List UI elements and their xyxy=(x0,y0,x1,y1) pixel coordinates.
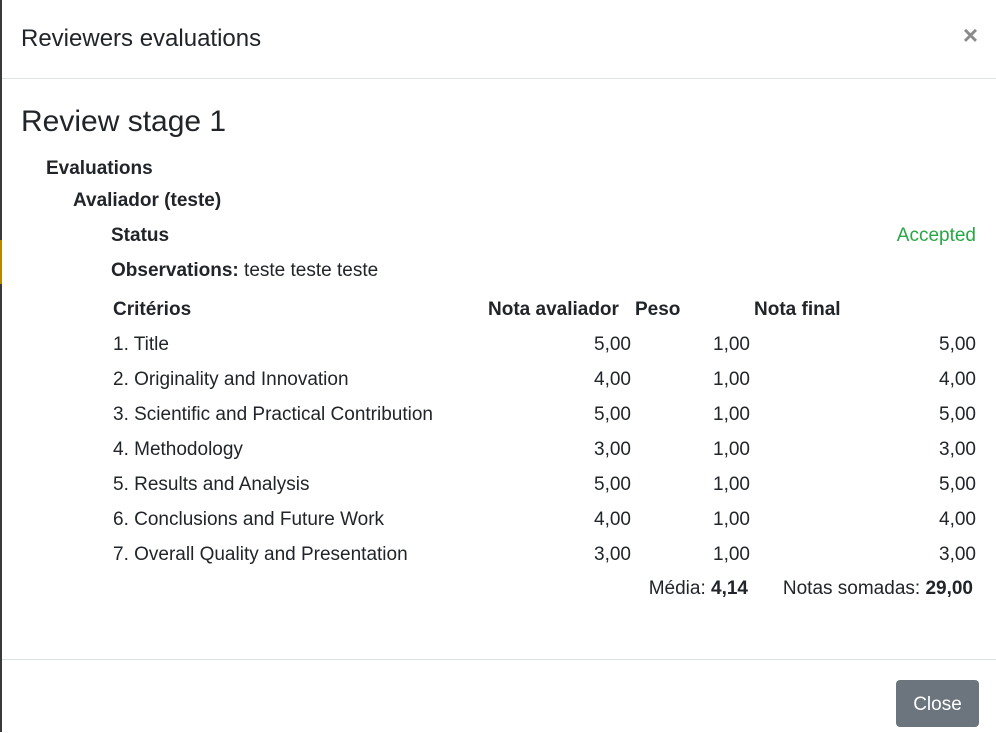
table-row xyxy=(113,432,976,467)
table-row xyxy=(113,537,976,572)
table-row xyxy=(113,327,976,362)
final-cell: 4,00 xyxy=(939,369,976,390)
table-row xyxy=(113,502,976,537)
nota-cell: 3,00 xyxy=(594,439,631,460)
table-row xyxy=(113,467,976,502)
reviewers-evaluations-modal xyxy=(2,0,996,732)
nota-cell: 5,00 xyxy=(594,334,631,355)
nota-cell: 3,00 xyxy=(594,544,631,565)
final-cell: 5,00 xyxy=(939,474,976,495)
media-label: Média: xyxy=(648,578,706,599)
final-cell: 4,00 xyxy=(939,509,976,530)
close-icon[interactable]: × xyxy=(962,20,978,50)
criterio-cell: 3. Scientific and Practical Contribution xyxy=(113,404,433,425)
header-nota-final: Nota final xyxy=(754,299,841,320)
close-button[interactable]: Close xyxy=(896,680,979,727)
criterio-cell: 7. Overall Quality and Presentation xyxy=(113,544,408,565)
observations xyxy=(111,260,378,282)
header-criterios: Critérios xyxy=(113,299,192,320)
final-cell: 5,00 xyxy=(939,334,976,355)
table-row xyxy=(113,397,976,432)
status-label: Status xyxy=(111,225,170,246)
nota-cell: 5,00 xyxy=(594,404,631,425)
review-stage-title: Review stage 1 xyxy=(21,105,227,138)
header-nota-avaliador: Nota avaliador xyxy=(488,299,619,320)
criterio-cell: 5. Results and Analysis xyxy=(113,474,310,495)
notas-somadas-value: 29,00 xyxy=(925,578,973,599)
final-cell: 3,00 xyxy=(939,544,976,565)
peso-cell: 1,00 xyxy=(713,544,750,565)
final-cell: 3,00 xyxy=(939,439,976,460)
peso-cell: 1,00 xyxy=(713,509,750,530)
status-badge: Accepted xyxy=(896,225,976,246)
observations-label: Observations: xyxy=(111,260,239,281)
header-peso: Peso xyxy=(635,299,681,320)
nota-cell: 4,00 xyxy=(594,369,631,390)
nota-cell: 5,00 xyxy=(594,474,631,495)
evaluations-heading: Evaluations xyxy=(46,158,153,179)
criterio-cell: 4. Methodology xyxy=(113,439,243,460)
criteria-table xyxy=(113,292,976,572)
peso-cell: 1,00 xyxy=(713,474,750,495)
final-cell: 5,00 xyxy=(939,404,976,425)
table-header-row xyxy=(113,292,976,327)
notas-somadas-summary xyxy=(783,578,973,600)
media-summary xyxy=(649,578,748,600)
observations-value: teste teste teste xyxy=(244,260,379,281)
peso-cell: 1,00 xyxy=(713,369,750,390)
modal-footer xyxy=(2,659,996,733)
criterio-cell: 1. Title xyxy=(113,334,169,355)
nota-cell: 4,00 xyxy=(594,509,631,530)
criterio-cell: 6. Conclusions and Future Work xyxy=(113,509,385,530)
criterio-cell: 2. Originality and Innovation xyxy=(113,369,349,390)
peso-cell: 1,00 xyxy=(713,334,750,355)
reviewer-name: Avaliador (teste) xyxy=(73,190,222,211)
peso-cell: 1,00 xyxy=(713,439,750,460)
modal-header xyxy=(2,0,996,79)
table-row xyxy=(113,362,976,397)
modal-title: Reviewers evaluations xyxy=(21,25,262,52)
media-value: 4,14 xyxy=(711,578,748,599)
peso-cell: 1,00 xyxy=(713,404,750,425)
notas-somadas-label: Notas somadas: xyxy=(782,578,921,599)
